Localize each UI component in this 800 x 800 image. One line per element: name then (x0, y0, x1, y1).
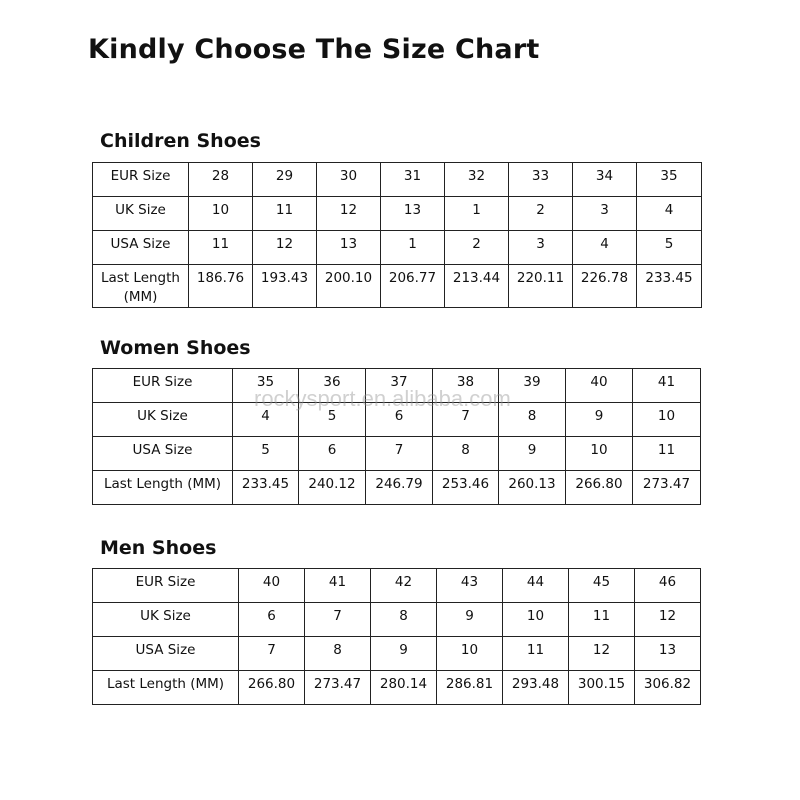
table-cell: 11 (189, 231, 253, 265)
table-cell: 233.45 (637, 265, 702, 308)
row-label: UK Size (93, 403, 233, 437)
table-cell: 4 (637, 197, 702, 231)
table-cell: 8 (371, 603, 437, 637)
table-cell: 40 (239, 569, 305, 603)
table-cell: 34 (573, 163, 637, 197)
table-cell: 7 (239, 637, 305, 671)
table-cell: 11 (569, 603, 635, 637)
table-cell: 13 (381, 197, 445, 231)
table-row (93, 403, 701, 437)
table-cell: 5 (637, 231, 702, 265)
table-cell: 36 (299, 369, 366, 403)
table-cell: 7 (305, 603, 371, 637)
table-cell: 35 (637, 163, 702, 197)
table-cell: 226.78 (573, 265, 637, 308)
women-shoes-heading: Women Shoes (100, 337, 251, 359)
page-title: Kindly Choose The Size Chart (88, 34, 540, 65)
table-cell: 266.80 (239, 671, 305, 705)
table-cell: 220.11 (509, 265, 573, 308)
table-cell: 6 (366, 403, 433, 437)
men-size-table (92, 568, 701, 705)
row-label: USA Size (93, 437, 233, 471)
table-cell: 233.45 (233, 471, 299, 505)
table-cell: 4 (573, 231, 637, 265)
table-cell: 280.14 (371, 671, 437, 705)
table-cell: 300.15 (569, 671, 635, 705)
table-cell: 193.43 (253, 265, 317, 308)
table-cell: 11 (253, 197, 317, 231)
table-cell: 12 (253, 231, 317, 265)
table-cell: 44 (503, 569, 569, 603)
table-cell: 8 (305, 637, 371, 671)
table-cell: 33 (509, 163, 573, 197)
table-cell: 6 (299, 437, 366, 471)
table-cell: 10 (189, 197, 253, 231)
table-cell: 11 (503, 637, 569, 671)
table-row (93, 197, 702, 231)
table-cell: 42 (371, 569, 437, 603)
table-cell: 30 (317, 163, 381, 197)
table-cell: 186.76 (189, 265, 253, 308)
table-cell: 38 (433, 369, 499, 403)
table-cell: 306.82 (635, 671, 701, 705)
row-label: EUR Size (93, 369, 233, 403)
table-cell: 32 (445, 163, 509, 197)
table-cell: 6 (239, 603, 305, 637)
row-label: Last Length (MM) (93, 471, 233, 505)
row-label: EUR Size (93, 569, 239, 603)
men-shoes-heading: Men Shoes (100, 537, 217, 559)
table-cell: 35 (233, 369, 299, 403)
table-cell: 12 (317, 197, 381, 231)
table-cell: 9 (371, 637, 437, 671)
table-cell: 39 (499, 369, 566, 403)
table-cell: 10 (633, 403, 701, 437)
table-cell: 213.44 (445, 265, 509, 308)
table-cell: 41 (633, 369, 701, 403)
table-row (93, 163, 702, 197)
table-cell: 3 (573, 197, 637, 231)
table-cell: 13 (635, 637, 701, 671)
watermark: rockysport.en.alibaba.com (254, 386, 511, 411)
table-cell: 7 (433, 403, 499, 437)
table-cell: 28 (189, 163, 253, 197)
table-row (93, 603, 701, 637)
children-shoes-heading: Children Shoes (100, 130, 261, 152)
table-cell: 4 (233, 403, 299, 437)
table-cell: 5 (233, 437, 299, 471)
table-cell: 246.79 (366, 471, 433, 505)
table-cell: 1 (381, 231, 445, 265)
table-row (93, 569, 701, 603)
table-cell: 3 (509, 231, 573, 265)
table-cell: 10 (503, 603, 569, 637)
table-cell: 10 (437, 637, 503, 671)
table-cell: 37 (366, 369, 433, 403)
table-cell: 266.80 (566, 471, 633, 505)
table-row (93, 471, 701, 505)
table-cell: 253.46 (433, 471, 499, 505)
table-cell: 9 (499, 437, 566, 471)
table-cell: 8 (499, 403, 566, 437)
table-cell: 206.77 (381, 265, 445, 308)
table-cell: 240.12 (299, 471, 366, 505)
table-cell: 11 (633, 437, 701, 471)
children-size-table (92, 162, 702, 308)
table-row (93, 671, 701, 705)
table-row (93, 637, 701, 671)
table-cell: 13 (317, 231, 381, 265)
table-row (93, 265, 702, 308)
table-cell: 273.47 (633, 471, 701, 505)
table-cell: 12 (569, 637, 635, 671)
row-label: EUR Size (93, 163, 189, 197)
table-cell: 293.48 (503, 671, 569, 705)
table-row (93, 437, 701, 471)
table-cell: 2 (509, 197, 573, 231)
table-cell: 7 (366, 437, 433, 471)
table-cell: 46 (635, 569, 701, 603)
row-label: Last Length (MM) (93, 671, 239, 705)
row-label: UK Size (93, 197, 189, 231)
table-cell: 31 (381, 163, 445, 197)
row-label: UK Size (93, 603, 239, 637)
table-cell: 8 (433, 437, 499, 471)
table-cell: 43 (437, 569, 503, 603)
table-row (93, 231, 702, 265)
table-cell: 12 (635, 603, 701, 637)
table-cell: 1 (445, 197, 509, 231)
table-cell: 2 (445, 231, 509, 265)
women-size-table (92, 368, 701, 505)
row-label: USA Size (93, 231, 189, 265)
table-row (93, 369, 701, 403)
table-cell: 260.13 (499, 471, 566, 505)
row-label: USA Size (93, 637, 239, 671)
table-cell: 286.81 (437, 671, 503, 705)
table-cell: 40 (566, 369, 633, 403)
table-cell: 9 (437, 603, 503, 637)
table-cell: 5 (299, 403, 366, 437)
table-cell: 9 (566, 403, 633, 437)
table-cell: 45 (569, 569, 635, 603)
table-cell: 200.10 (317, 265, 381, 308)
table-cell: 41 (305, 569, 371, 603)
table-cell: 10 (566, 437, 633, 471)
table-cell: 29 (253, 163, 317, 197)
row-label: Last Length (MM) (93, 265, 189, 308)
table-cell: 273.47 (305, 671, 371, 705)
